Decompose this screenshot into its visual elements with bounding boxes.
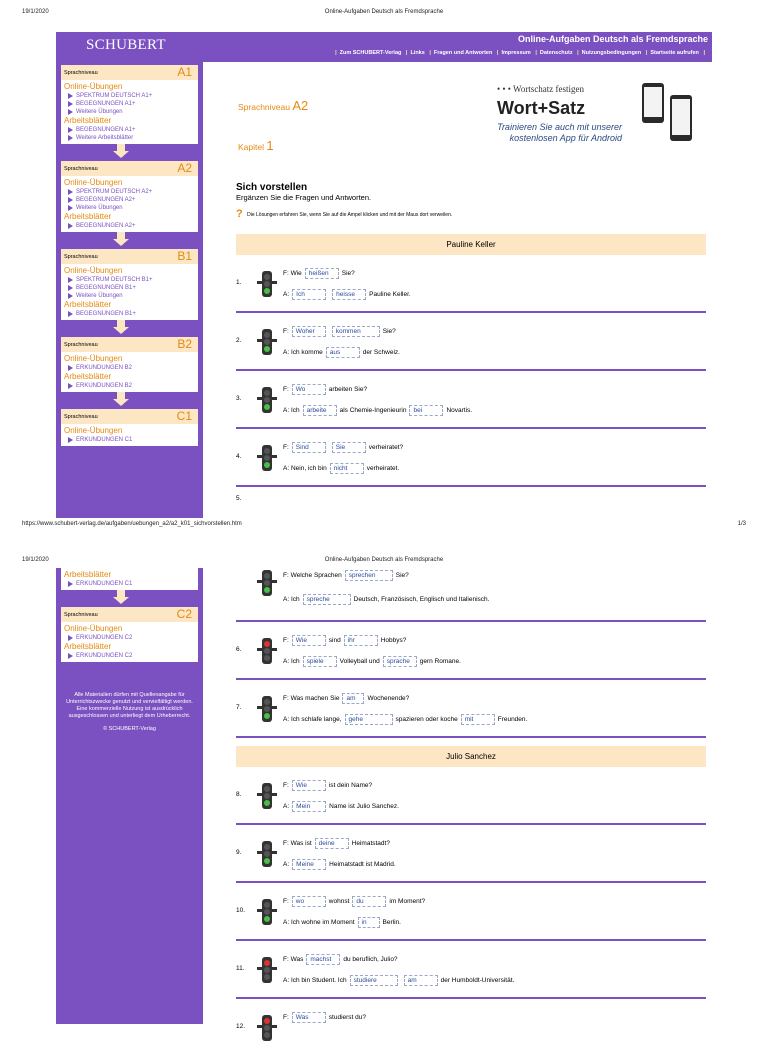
answer-line (283, 859, 396, 870)
sidebar-link[interactable]: BEGEGNUNGEN B1+ (64, 310, 195, 318)
print-url: https://www.schubert-verlag.de/aufgaben/uebungen_a2/a2_k01_sichvorstellen.htm (22, 521, 242, 527)
answer-line (283, 594, 489, 605)
text-segment: F: (283, 637, 289, 644)
down-arrow-icon (56, 392, 203, 406)
text-segment: A: (283, 803, 290, 810)
level-name: B1 (177, 249, 192, 263)
text-segment: F: Was ist (283, 840, 312, 847)
text-segment: Freunden. (497, 716, 528, 723)
traffic-light-icon[interactable] (255, 568, 279, 598)
nav-link-links[interactable]: Links (410, 50, 425, 56)
text-segment: Berlin. (382, 919, 401, 926)
ad-text: Trainieren Sie auch mit unserer kostenlosen App für Android (497, 122, 622, 143)
exercise-item (236, 568, 706, 622)
answer-gap[interactable]: Meine (292, 859, 326, 870)
level-indicator (238, 98, 308, 113)
exercise-item (236, 767, 706, 825)
level-name: C2 (176, 607, 192, 621)
answer-gap[interactable]: kommen (332, 326, 380, 337)
level-label: Sprachniveau (64, 612, 98, 618)
answer-gap[interactable]: machst (306, 954, 340, 965)
question-line (283, 384, 367, 395)
answer-gap[interactable]: ihr (344, 635, 378, 646)
text-segment: der Humboldt-Universität. (440, 977, 515, 984)
sidebar-link[interactable]: ERKUNDUNGEN C1 (64, 580, 195, 588)
text-segment: F: (283, 444, 289, 451)
level-box-a2 (61, 161, 198, 232)
question-line (283, 570, 409, 581)
exercise-item (236, 941, 706, 999)
text-segment: Sie? (341, 270, 355, 277)
level-label: Sprachniveau (64, 414, 98, 420)
text-segment: A: (283, 291, 290, 298)
sidebar-link[interactable]: BEGEGNUNGEN A2+ (64, 196, 195, 204)
text-segment: verheiratet. (366, 465, 400, 472)
question-line (283, 326, 396, 337)
answer-line (283, 801, 399, 812)
answer-gap[interactable]: spreche (303, 594, 351, 605)
page-two (56, 568, 712, 1030)
copyright-notice (56, 686, 203, 739)
text-segment: wohnst (328, 898, 350, 905)
text-segment: Heimatstadt? (351, 840, 390, 847)
exercise-item (236, 883, 706, 941)
exercise-number: 2. (236, 337, 242, 344)
exercise-number: 5. (236, 495, 242, 502)
text-segment: der Schweiz. (362, 349, 400, 356)
exercise-item (236, 255, 706, 313)
answer-gap[interactable]: Sie (332, 442, 366, 453)
sidebar-link[interactable]: BEGEGNUNGEN B1+ (64, 284, 195, 292)
print-date: 19/1/2020 (22, 557, 49, 563)
down-arrow-icon (56, 232, 203, 246)
main-content (236, 568, 706, 1057)
level-label: Sprachniveau (64, 342, 98, 348)
text-segment: F: (283, 328, 289, 335)
level-header (61, 161, 198, 176)
exercise-item (236, 622, 706, 680)
traffic-light-icon[interactable] (255, 443, 279, 473)
sidebar-link[interactable]: Weitere Übungen (64, 292, 195, 300)
brand-logo[interactable]: SCHUBERT (86, 37, 166, 53)
traffic-light-icon[interactable] (255, 897, 279, 927)
text-segment: als Chemie-Ingenieurin (339, 407, 407, 414)
question-line (283, 268, 355, 279)
traffic-light-icon[interactable] (255, 269, 279, 299)
text-segment: Hobbys? (380, 637, 407, 644)
text-segment: F: Was machen Sie (283, 695, 340, 702)
ad-app-name: Wort+Satz (497, 98, 586, 118)
nav-link-faq[interactable]: Fragen und Antworten (433, 50, 493, 56)
answer-gap[interactable]: du (352, 896, 386, 907)
text-segment: ist dein Name? (328, 782, 373, 789)
exercise-item (236, 429, 706, 487)
level-label: Sprachniveau (64, 254, 98, 260)
sidebar-link[interactable]: Weitere Übungen (64, 204, 195, 212)
sidebar (56, 568, 203, 1024)
online-section[interactable]: Online-Übungen (64, 82, 123, 91)
exercise-number: 10. (236, 907, 246, 914)
print-header (0, 554, 768, 566)
page-title: Sich vorstellen (236, 182, 308, 193)
level-name: A2 (177, 161, 192, 175)
answer-gap[interactable]: am (342, 693, 364, 704)
answer-gap[interactable]: Woher (292, 326, 326, 337)
question-line (283, 838, 390, 849)
traffic-light-icon[interactable] (255, 327, 279, 357)
answer-gap[interactable]: studiere (350, 975, 398, 986)
sidebar-link[interactable]: Weitere Arbeitsblätter (64, 134, 195, 142)
hint-text: Die Lösungen erfahren Sie, wenn Sie auf die Ampel klicken und mit der Maus dort verweilen. (247, 212, 453, 218)
print-page: 1/3 (737, 521, 746, 527)
online-section[interactable]: Online-Übungen (64, 178, 123, 187)
person-header: Pauline Keller (236, 234, 706, 255)
traffic-light-icon[interactable] (255, 636, 279, 666)
exercise-item (236, 313, 706, 371)
text-segment: A: (283, 861, 290, 868)
answer-gap[interactable]: Sind (292, 442, 326, 453)
answer-line (283, 463, 399, 474)
nav-link-verlag[interactable]: Zum SCHUBERT-Verlag (339, 50, 402, 56)
worksheet-section[interactable]: Arbeitsblätter (64, 642, 112, 651)
text-segment: A: Ich (283, 658, 300, 665)
traffic-light-icon[interactable] (255, 839, 279, 869)
answer-line (283, 347, 400, 358)
text-segment: F: Wie (283, 270, 302, 277)
exercise-number: 11. (236, 965, 245, 972)
text-segment: Heimatstadt ist Madrid. (329, 861, 396, 868)
hint-line (236, 208, 706, 220)
question-mark-icon: ? (236, 208, 243, 220)
text-segment: spazieren oder koche (395, 716, 458, 723)
copyright-owner: © SCHUBERT-Verlag (103, 726, 156, 732)
answer-gap[interactable]: sprache (383, 656, 417, 667)
worksheet-section[interactable]: Arbeitsblätter (64, 372, 112, 381)
sidebar-link[interactable]: SPEKTRUM DEUTSCH B1+ (64, 276, 195, 284)
answer-line (283, 289, 411, 300)
level-header (61, 607, 198, 622)
sidebar-link[interactable]: ERKUNDUNGEN C1 (64, 436, 195, 444)
question-line (283, 780, 372, 791)
exercise-number: 9. (236, 849, 242, 856)
exercise-item (236, 999, 706, 1057)
worksheet-section[interactable]: Arbeitsblätter (64, 116, 112, 125)
text-segment: Sie? (395, 572, 409, 579)
print-header (0, 6, 768, 18)
question-line (283, 896, 425, 907)
level-box-c1 (61, 409, 198, 446)
exercise-number: 4. (236, 453, 242, 460)
exercise-number: 12. (236, 1023, 246, 1030)
level-box-c2 (61, 607, 198, 662)
chapter-indicator (238, 138, 274, 153)
level-header (61, 65, 198, 80)
phone-image-icon (670, 95, 692, 141)
header-title: Online-Aufgaben Deutsch als Fremdsprache (517, 34, 708, 44)
down-arrow-icon (56, 320, 203, 334)
nav-link-impressum[interactable]: Impressum (501, 50, 531, 56)
sidebar-link[interactable]: ERKUNDUNGEN B2 (64, 382, 195, 390)
text-segment: Name ist Julio Sanchez. (329, 803, 399, 810)
text-segment: verheiratet? (368, 444, 404, 451)
answer-gap[interactable]: deine (315, 838, 349, 849)
text-segment: F: (283, 1014, 289, 1021)
online-section[interactable]: Online-Übungen (64, 624, 123, 633)
answer-line (283, 975, 514, 986)
worksheet-section[interactable]: Arbeitsblätter (64, 300, 112, 309)
sidebar-link[interactable]: ERKUNDUNGEN C2 (64, 634, 195, 642)
level-box-b2 (61, 337, 198, 392)
traffic-light-icon[interactable] (255, 955, 279, 985)
print-footer (0, 518, 768, 530)
text-segment: F: Was (283, 956, 304, 963)
ad-tagline: • • • Wortschatz festigen (497, 84, 585, 94)
sidebar-link[interactable]: ERKUNDUNGEN B2 (64, 364, 195, 372)
chapter-number: 1 (266, 138, 274, 153)
question-line (283, 693, 409, 704)
traffic-light-icon[interactable] (255, 781, 279, 811)
text-segment: du beruflich, Julio? (343, 956, 398, 963)
page-one (56, 32, 712, 518)
text-segment: F: (283, 782, 289, 789)
sidebar (56, 62, 203, 518)
text-segment: A: Nein, ich bin (283, 465, 327, 472)
text-segment: Sie? (382, 328, 396, 335)
answer-gap[interactable]: Mein (292, 801, 326, 812)
main-content (236, 72, 706, 502)
app-advertisement[interactable] (492, 77, 700, 169)
worksheet-section[interactable]: Arbeitsblätter (64, 570, 112, 579)
level-name: A1 (177, 65, 192, 79)
answer-gap[interactable]: Wie (292, 635, 326, 646)
exercise-item (236, 371, 706, 429)
traffic-light-icon[interactable] (255, 385, 279, 415)
text-segment: F: Welche Sprachen (283, 572, 342, 579)
level-indicator-label: Sprachniveau (238, 102, 290, 112)
sidebar-link[interactable]: BEGEGNUNGEN A1+ (64, 100, 195, 108)
answer-gap[interactable]: Wo (292, 384, 326, 395)
text-segment: A: Ich (283, 596, 300, 603)
answer-line (283, 656, 461, 667)
text-segment: Wochenende? (367, 695, 410, 702)
answer-gap[interactable]: Wie (292, 780, 326, 791)
level-name: B2 (177, 337, 192, 351)
phone-image-icon (642, 83, 664, 123)
answer-gap[interactable]: nicht (330, 463, 364, 474)
text-segment: studierst du? (328, 1014, 366, 1021)
answer-gap[interactable]: spiele (303, 656, 337, 667)
sidebar-link[interactable]: ERKUNDUNGEN C2 (64, 652, 195, 660)
nav-link-datenschutz[interactable]: Datenschutz (539, 50, 573, 56)
content-top (236, 72, 706, 182)
answer-line (283, 405, 472, 416)
exercise-number: 8. (236, 791, 242, 798)
exercise-number: 7. (236, 704, 242, 711)
exercise-item (236, 680, 706, 738)
site-header (56, 32, 712, 62)
answer-gap[interactable]: heisse (332, 289, 366, 300)
print-title: Online-Aufgaben Deutsch als Fremdsprache (324, 9, 444, 15)
sidebar-link[interactable]: Weitere Übungen (64, 108, 195, 116)
text-segment: Novartis. (446, 407, 473, 414)
level-header (61, 249, 198, 264)
text-segment: sind (328, 637, 341, 644)
text-segment: F: (283, 386, 289, 393)
top-nav: | Zum SCHUBERT-Verlag | Links | Fragen und Antworten | Impressum | Datenschutz | Nutzungsbedingungen | Startseite aufrufen | (335, 50, 705, 56)
level-name: C1 (176, 409, 192, 423)
sidebar-link[interactable]: BEGEGNUNGEN A2+ (64, 222, 195, 230)
level-box-c1 (61, 568, 198, 590)
text-segment: arbeiten Sie? (328, 386, 368, 393)
question-line (283, 442, 403, 453)
down-arrow-icon (56, 590, 203, 604)
print-title: Online-Aufgaben Deutsch als Fremdsprache (324, 557, 444, 563)
worksheet-section[interactable]: Arbeitsblätter (64, 212, 112, 221)
nav-link-home[interactable]: Startseite aufrufen (650, 50, 699, 56)
instructions: Ergänzen Sie die Fragen und Antworten. (236, 193, 372, 202)
sidebar-link[interactable]: SPEKTRUM DEUTSCH A1+ (64, 92, 195, 100)
exercise-number: 6. (236, 646, 242, 653)
text-segment: Volleyball und (339, 658, 380, 665)
level-header (61, 409, 198, 424)
sidebar-link[interactable]: BEGEGNUNGEN A1+ (64, 126, 195, 134)
answer-gap[interactable]: am (404, 975, 438, 986)
text-segment: Deutsch, Französisch, Englisch und Italienisch. (353, 596, 490, 603)
sidebar-link[interactable]: SPEKTRUM DEUTSCH A2+ (64, 188, 195, 196)
answer-line (283, 714, 527, 725)
answer-gap[interactable]: arbeite (303, 405, 337, 416)
level-label: Sprachniveau (64, 70, 98, 76)
answer-gap[interactable]: mit (461, 714, 495, 725)
question-line (283, 1012, 366, 1023)
exercise-item (236, 825, 706, 883)
answer-gap[interactable]: Ich (292, 289, 326, 300)
print-date: 19/1/2020 (22, 9, 49, 15)
text-segment: A: Ich schlafe lange, (283, 716, 342, 723)
level-box-a1 (61, 65, 198, 144)
online-section[interactable]: Online-Übungen (64, 426, 123, 435)
question-line (283, 635, 406, 646)
answer-gap[interactable]: sprechen (345, 570, 393, 581)
text-segment: A: Ich komme (283, 349, 323, 356)
level-indicator-value: A2 (292, 98, 309, 113)
answer-gap[interactable]: heißen (305, 268, 339, 279)
text-segment: gern Romane. (419, 658, 461, 665)
level-label: Sprachniveau (64, 166, 98, 172)
answer-gap[interactable]: gehe (345, 714, 393, 725)
exercise-number: 3. (236, 395, 242, 402)
text-segment: A: Ich bin Student. Ich (283, 977, 347, 984)
traffic-light-icon[interactable] (255, 1013, 279, 1043)
level-box-b1 (61, 249, 198, 320)
down-arrow-icon (56, 144, 203, 158)
answer-gap[interactable]: bei (409, 405, 443, 416)
online-section[interactable]: Online-Übungen (64, 354, 123, 363)
answer-gap[interactable]: wo (292, 896, 326, 907)
nav-link-terms[interactable]: Nutzungsbedingungen (581, 50, 642, 56)
answer-gap[interactable]: aus (326, 347, 360, 358)
question-line (283, 954, 398, 965)
person-header: Julio Sanchez (236, 746, 706, 767)
answer-gap[interactable]: Was (292, 1012, 326, 1023)
copyright-text: Alle Materialien dürfen mit Quellenangabe für Unterrichtszwecke genutzt und vervielfältigt werden. Eine kommerzielle Nutzung ist ausdrücklich ausgeschlossen und unterliegt dem Urheberrecht. (66, 692, 193, 719)
text-segment: im Moment? (389, 898, 426, 905)
text-segment: F: (283, 898, 289, 905)
exercise-number: 1. (236, 279, 242, 286)
text-segment: A: Ich wohne im Moment (283, 919, 355, 926)
traffic-light-icon[interactable] (255, 694, 279, 724)
text-segment: A: Ich (283, 407, 300, 414)
answer-line (283, 917, 401, 928)
answer-gap[interactable]: in (358, 917, 380, 928)
chapter-label: Kapitel (238, 142, 264, 152)
text-segment: Pauline Keller. (369, 291, 411, 298)
level-header (61, 337, 198, 352)
online-section[interactable]: Online-Übungen (64, 266, 123, 275)
